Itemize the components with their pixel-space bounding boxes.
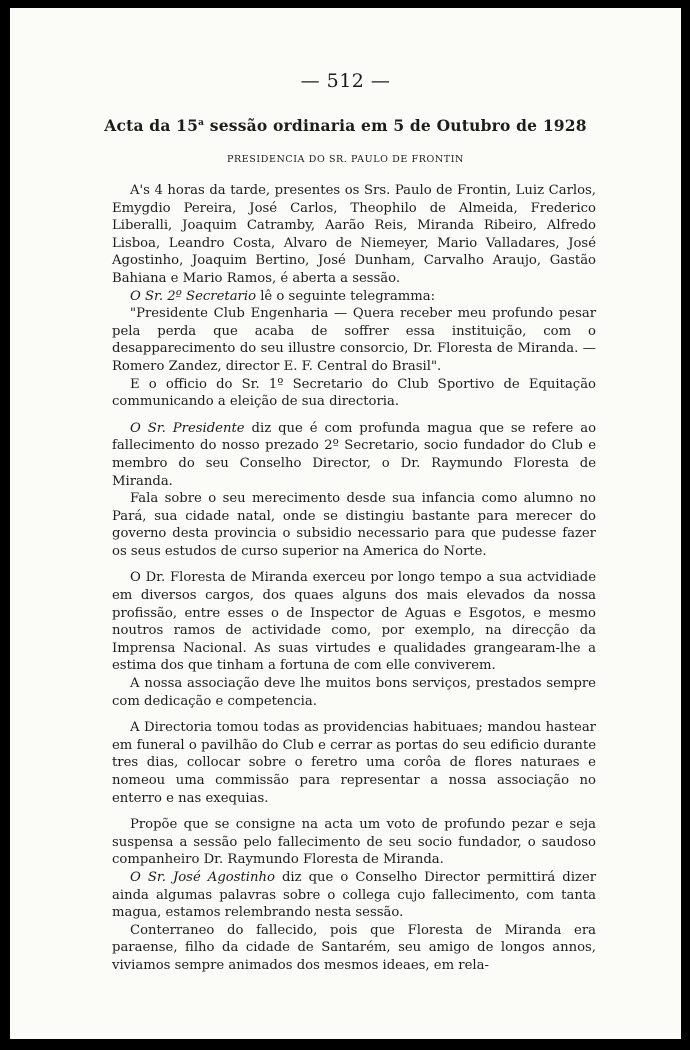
paragraph-text: Conterraneo do fallecido, pois que Floresta de Miranda era paraense, filho da cidade de Santarém, seu amigo de longos annos, viviamos sempre animados dos mesmos ideaes, em rela- xyxy=(112,922,596,973)
title-prefix: Acta da 15 xyxy=(104,116,199,135)
paragraph xyxy=(112,288,596,306)
paragraph xyxy=(112,675,596,710)
paragraph xyxy=(112,869,596,922)
paragraph-text: A's 4 horas da tarde, presentes os Srs. Paulo de Frontin, Luiz Carlos, Emygdio Pereira, José Carlos, Theophilo de Almeida, Frederico Liberalli, Joaquim Catramby, Aarão Reis, Miranda Ribeiro, Alfredo Lisboa, Leandro Costa, Alvaro de Niemeyer, Mario Valladares, José Agostinho, Joaquim Bertino, José Dunham, Carvalho Araujo, Gastão Bahiana e Mario Ramos, é aberta a sessão. xyxy=(112,183,596,286)
paragraph xyxy=(112,569,596,675)
paragraph-text: O Dr. Floresta de Miranda exerceu por longo tempo a sua actvidiade em diversos cargos, dos quaes alguns dos mais elevados da nossa profissão, entre esses o de Inspector de Aguas e Esgotos, e mesmo noutros ramos de actividade como, por exemplo, na direcção da Imprensa Nacional. As suas virtudes e qualidades grangearam-lhe a estima dos que tinham a fortuna de com elle conviverem. xyxy=(112,570,596,674)
paragraph xyxy=(112,490,596,560)
paragraph-text: A nossa associação deve lhe muitos bons serviços, prestados sempre com dedicação e competencia. xyxy=(112,676,596,709)
paragraph-text: A Directoria tomou todas as providencias habituaes; mandou hastear em funeral o pavilhão do Club e cerrar as portas do seu edificio durante tres dias, collocar sobre o feretro uma corôa de flores naturaes e nomeou uma commissão para representar a nossa associação no enterro e nas exequias. xyxy=(112,720,596,806)
paragraph-text: "Presidente Club Engenharia — Quera receber meu profundo pesar pela perda que acaba de soffrer essa instituição, com o desapparecimento do seu illustre consorcio, Dr. Floresta de Miranda. — Romero Zandez, director E. F. Central do Brasil". xyxy=(112,306,596,374)
speaker: O Sr. Presidente xyxy=(130,420,245,436)
paragraph-text: E o officio do Sr. 1º Secretario do Club Sportivo de Equitação communicando a eleição de sua directoria. xyxy=(112,376,596,410)
title-suffix: sessão ordinaria em 5 de Outubro de 1928 xyxy=(204,116,587,135)
document-page xyxy=(10,8,681,1039)
paragraph xyxy=(112,420,596,490)
paragraph-text: Propõe que se consigne na acta um voto de profundo pezar e seja suspensa a sessão pelo fallecimento de seu socio fundador, o saudoso companheiro Dr. Raymundo Floresta de Miranda. xyxy=(112,817,596,868)
presidency-line: PRESIDENCIA DO SR. PAULO DE FRONTIN xyxy=(227,154,464,165)
paragraph xyxy=(112,182,596,288)
paragraph-text: lê o seguinte telegramma: xyxy=(256,288,436,304)
paragraph xyxy=(112,376,596,411)
title-superscript: a xyxy=(198,117,205,128)
paragraph-text: diz que o Conselho Director permittirá dizer ainda algumas palavras sobre o collega cujo fallecimento, com tanta magua, estamos relembrando nesta sessão. xyxy=(112,869,596,921)
paragraph-text: diz que é com profunda magua que se refere ao fallecimento do nosso prezado 2º Secretario, socio fundador do Club e membro do seu Conselho Director, o Dr. Raymundo Floresta de Miranda. xyxy=(112,420,597,489)
speaker: O Sr. José Agostinho xyxy=(130,869,275,885)
paragraph xyxy=(112,816,596,869)
paragraph xyxy=(112,922,596,975)
paragraph-text: Fala sobre o seu merecimento desde sua infancia como alumno no Pará, sua cidade natal, onde se distingiu bastante para merecer do governo desta provincia o subsidio necessario para que pudesse fazer os seus estudos de curso superior na America do Norte. xyxy=(112,491,596,559)
page-number: — 512 — xyxy=(300,70,391,92)
document-title xyxy=(10,116,681,135)
speaker: O Sr. 2º Secretario xyxy=(130,288,257,304)
paragraph xyxy=(112,305,596,375)
document-body xyxy=(112,182,596,975)
paragraph xyxy=(112,719,596,807)
